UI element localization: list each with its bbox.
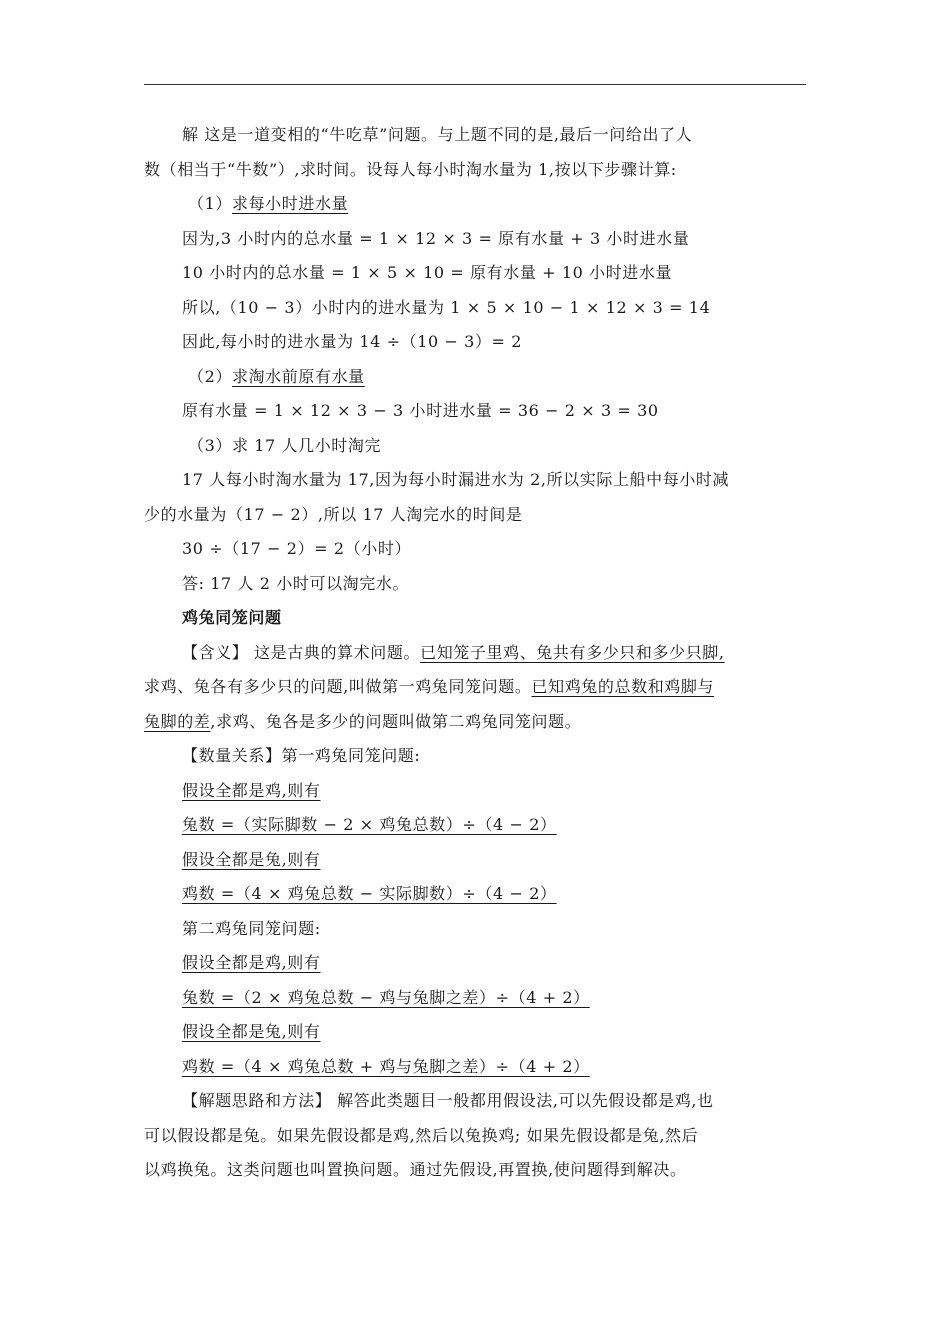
paragraph-line: 原有水量 = 1 × 12 × 3 − 3 小时进水量 = 36 − 2 × 3 = 30 [182, 401, 659, 420]
formula-line: 兔数 =（实际脚数 − 2 × 鸡兔总数）÷（4 − 2） [182, 815, 557, 834]
paragraph-line: 【含义】 这是古典的算术问题。已知笼子里鸡、兔共有多少只和多少只脚, [182, 642, 725, 662]
paragraph-line: 求鸡、兔各有多少只的问题,叫做第一鸡兔同笼问题。已知鸡兔的总数和鸡脚与 [144, 677, 715, 696]
step-heading: （1）求每小时进水量 [188, 194, 349, 213]
formula-line: 假设全都是鸡,则有 [182, 780, 321, 800]
paragraph-line: 第二鸡兔同笼问题: [182, 918, 321, 938]
paragraph-line: 10 小时内的总水量 = 1 × 5 × 10 = 原有水量 + 10 小时进水量 [182, 263, 673, 282]
paragraph-line: 数（相当于“牛数”）,求时间。设每人每小时淘水量为 1,按以下步骤计算: [144, 159, 677, 179]
formula-line: 兔数 =（2 × 鸡兔总数 − 鸡与兔脚之差）÷（4 + 2） [182, 987, 590, 1007]
paragraph-line: 17 人每小时淘水量为 17,因为每小时漏进水为 2,所以实际上船中每小时减 [182, 470, 730, 489]
document-body [144, 118, 814, 1188]
formula-line: 假设全都是兔,则有 [182, 1022, 321, 1041]
paragraph-line: 解 这是一道变相的“牛吃草”问题。与上题不同的是,最后一问给出了人 [182, 125, 693, 144]
paragraph-line: 因为,3 小时内的总水量 = 1 × 12 × 3 = 原有水量 + 3 小时进水量 [182, 228, 690, 248]
paragraph-line: 所以,（10 − 3）小时内的进水量为 1 × 5 × 10 − 1 × 12 × 3 = 14 [182, 297, 711, 317]
formula-line: 假设全都是兔,则有 [182, 849, 321, 869]
formula-line: 鸡数 =（4 × 鸡兔总数 + 鸡与兔脚之差）÷（4 + 2） [182, 1056, 590, 1076]
section-title: 鸡兔同笼问题 [182, 608, 282, 627]
paragraph-line: 兔脚的差,求鸡、兔各是多少的问题叫做第二鸡兔同笼问题。 [144, 711, 582, 731]
paragraph-line: 因此,每小时的进水量为 14 ÷（10 − 3）= 2 [182, 332, 523, 351]
step-heading: （3）求 17 人几小时淘完 [188, 435, 382, 455]
step-heading: （2）求淘水前原有水量 [188, 366, 365, 386]
formula-line: 鸡数 =（4 × 鸡兔总数 − 实际脚数）÷（4 − 2） [182, 884, 557, 903]
paragraph-line: 30 ÷（17 − 2）= 2（小时） [182, 539, 412, 558]
formula-line: 假设全都是鸡,则有 [182, 953, 321, 972]
header-rule [144, 84, 806, 85]
paragraph-line: 【数量关系】第一鸡兔同笼问题: [182, 746, 421, 765]
paragraph-line: 少的水量为（17 − 2）,所以 17 人淘完水的时间是 [144, 504, 523, 524]
paragraph-line: 可以假设都是兔。如果先假设都是鸡,然后以兔换鸡; 如果先假设都是兔,然后 [144, 1125, 699, 1145]
paragraph-line: 【解题思路和方法】 解答此类题目一般都用假设法,可以先假设都是鸡,也 [182, 1091, 714, 1110]
paragraph-line: 以鸡换兔。这类问题也叫置换问题。通过先假设,再置换,使问题得到解决。 [144, 1160, 687, 1179]
answer-line: 答: 17 人 2 小时可以淘完水。 [182, 573, 410, 593]
